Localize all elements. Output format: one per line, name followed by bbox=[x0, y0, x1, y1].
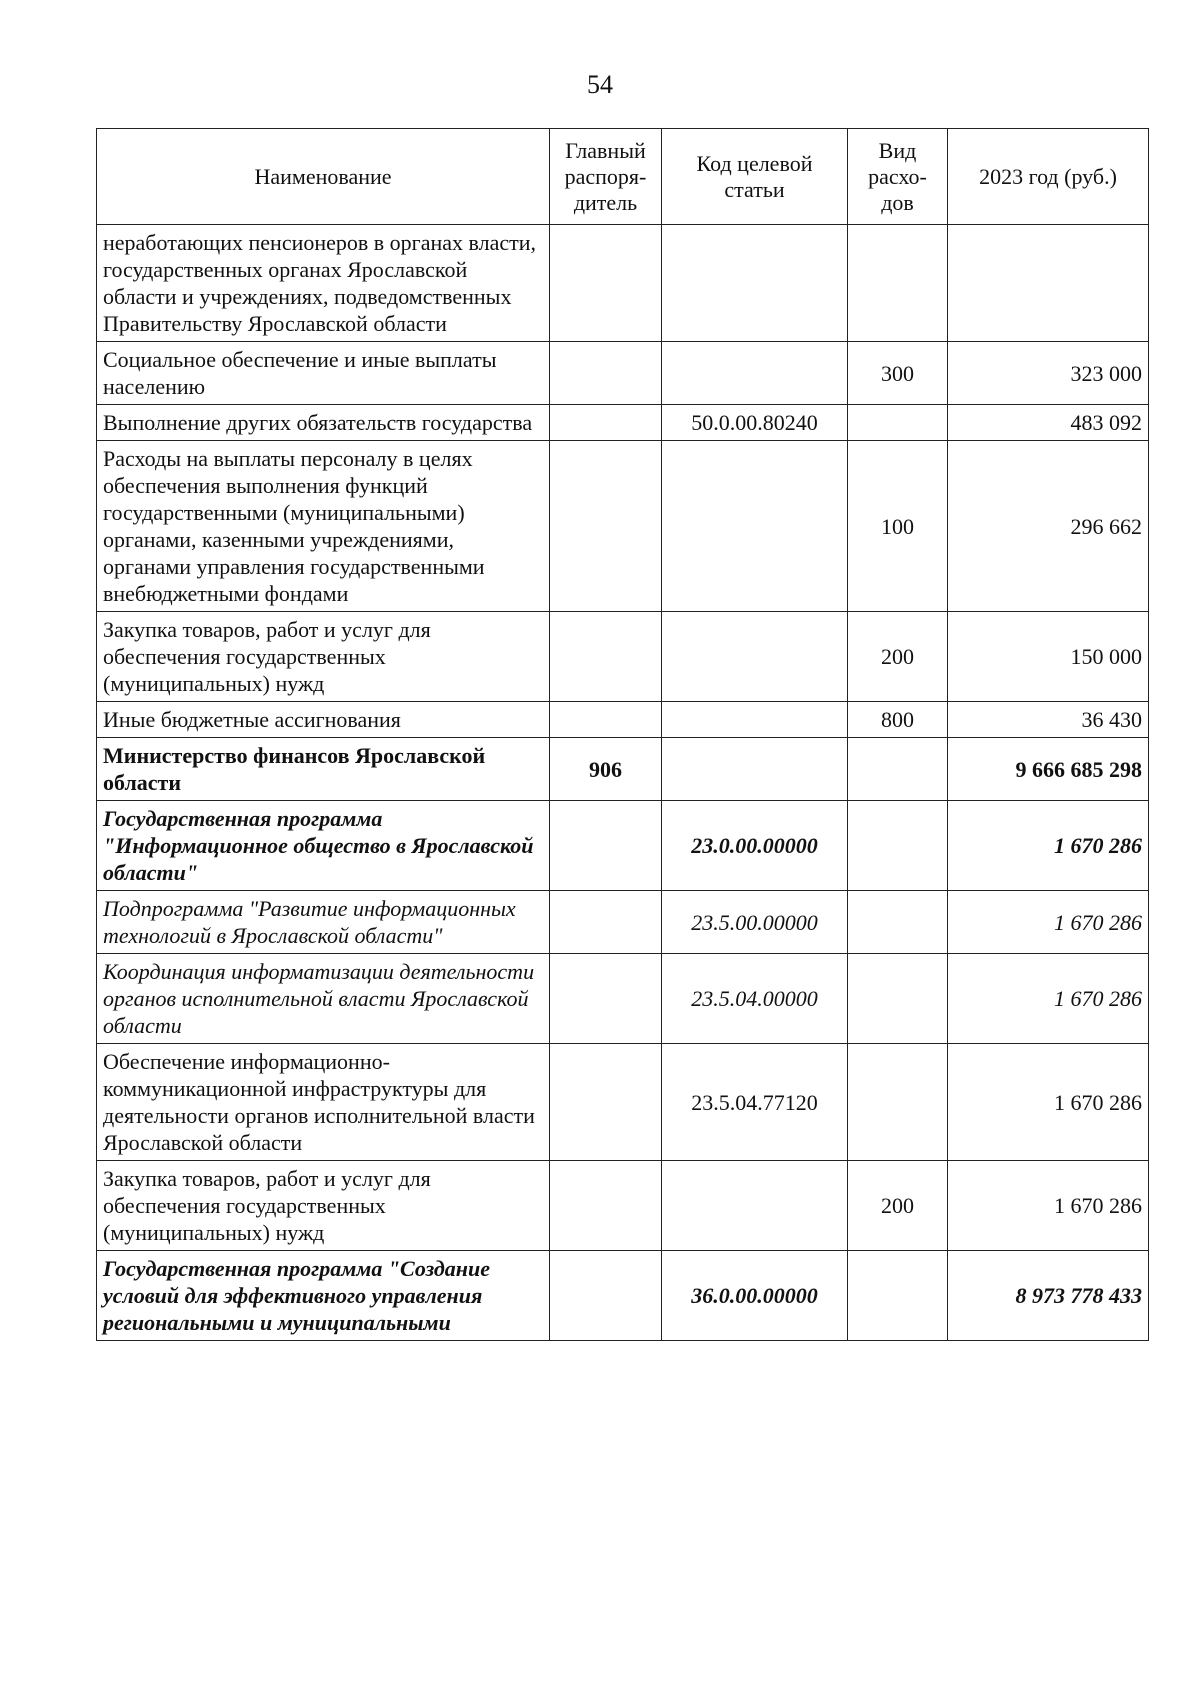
table-row bbox=[97, 702, 1149, 738]
cell-code: 23.0.00.00000 bbox=[662, 801, 848, 891]
budget-table bbox=[96, 128, 1149, 1341]
cell-amount: 1 670 286 bbox=[948, 954, 1149, 1044]
table-row bbox=[97, 225, 1149, 342]
cell-kind bbox=[848, 738, 948, 801]
cell-code bbox=[662, 702, 848, 738]
cell-administrator bbox=[550, 891, 662, 954]
cell-code: 50.0.00.80240 bbox=[662, 405, 848, 441]
cell-amount: 150 000 bbox=[948, 612, 1149, 702]
cell-kind: 200 bbox=[848, 612, 948, 702]
cell-administrator bbox=[550, 405, 662, 441]
cell-kind bbox=[848, 225, 948, 342]
table-row bbox=[97, 801, 1149, 891]
cell-code bbox=[662, 441, 848, 612]
cell-administrator bbox=[550, 342, 662, 405]
cell-code bbox=[662, 342, 848, 405]
cell-name: Закупка товаров, работ и услуг для обеспечения государственных (муниципальных) нужд bbox=[97, 612, 550, 702]
header-code: Код целевой статьи bbox=[662, 129, 848, 225]
cell-kind bbox=[848, 405, 948, 441]
cell-amount: 8 973 778 433 bbox=[948, 1251, 1149, 1341]
cell-code: 23.5.04.00000 bbox=[662, 954, 848, 1044]
cell-amount: 9 666 685 298 bbox=[948, 738, 1149, 801]
cell-kind bbox=[848, 1251, 948, 1341]
table-row bbox=[97, 1251, 1149, 1341]
cell-name: Подпрограмма "Развитие информационных технологий в Ярославской области" bbox=[97, 891, 550, 954]
cell-code: 23.5.00.00000 bbox=[662, 891, 848, 954]
cell-amount bbox=[948, 225, 1149, 342]
cell-kind bbox=[848, 801, 948, 891]
cell-name: Расходы на выплаты персоналу в целях обеспечения выполнения функций государственными (муниципальными) органами, казенными учреждениями, органами управления государственными внебюджетными фондами bbox=[97, 441, 550, 612]
cell-administrator: 906 bbox=[550, 738, 662, 801]
table-row bbox=[97, 342, 1149, 405]
cell-administrator bbox=[550, 1161, 662, 1251]
cell-name: Государственная программа "Создание условий для эффективного управления региональными и муниципальными bbox=[97, 1251, 550, 1341]
cell-name: Иные бюджетные ассигнования bbox=[97, 702, 550, 738]
table-row bbox=[97, 891, 1149, 954]
header-name: Наименование bbox=[97, 129, 550, 225]
cell-administrator bbox=[550, 612, 662, 702]
cell-kind: 800 bbox=[848, 702, 948, 738]
cell-amount: 296 662 bbox=[948, 441, 1149, 612]
cell-administrator bbox=[550, 1044, 662, 1161]
cell-code: 23.5.04.77120 bbox=[662, 1044, 848, 1161]
cell-amount: 1 670 286 bbox=[948, 891, 1149, 954]
table-row bbox=[97, 1161, 1149, 1251]
header-year: 2023 год (руб.) bbox=[948, 129, 1149, 225]
cell-kind bbox=[848, 1044, 948, 1161]
cell-amount: 323 000 bbox=[948, 342, 1149, 405]
cell-name: Государственная программа "Информационное общество в Ярославской области" bbox=[97, 801, 550, 891]
table-header-row bbox=[97, 129, 1149, 225]
cell-name: Закупка товаров, работ и услуг для обеспечения государственных (муниципальных) нужд bbox=[97, 1161, 550, 1251]
table-body bbox=[97, 225, 1149, 1341]
cell-name: Социальное обеспечение и иные выплаты населению bbox=[97, 342, 550, 405]
cell-code bbox=[662, 225, 848, 342]
table-row bbox=[97, 1044, 1149, 1161]
cell-kind: 300 bbox=[848, 342, 948, 405]
table-row bbox=[97, 738, 1149, 801]
header-administrator: Главный распоря-дитель bbox=[550, 129, 662, 225]
cell-code bbox=[662, 1161, 848, 1251]
cell-administrator bbox=[550, 702, 662, 738]
header-kind: Вид расхо-дов bbox=[848, 129, 948, 225]
cell-amount: 1 670 286 bbox=[948, 801, 1149, 891]
cell-code bbox=[662, 612, 848, 702]
cell-name: Координация информатизации деятельности органов исполнительной власти Ярославской области bbox=[97, 954, 550, 1044]
cell-administrator bbox=[550, 954, 662, 1044]
cell-name: Министерство финансов Ярославской области bbox=[97, 738, 550, 801]
cell-kind bbox=[848, 891, 948, 954]
cell-administrator bbox=[550, 441, 662, 612]
cell-name: Выполнение других обязательств государства bbox=[97, 405, 550, 441]
cell-name: неработающих пенсионеров в органах власти, государственных органах Ярославской области и учреждениях, подведомственных Правительству Ярославской области bbox=[97, 225, 550, 342]
cell-kind bbox=[848, 954, 948, 1044]
page-number: 54 bbox=[587, 70, 613, 99]
cell-amount: 36 430 bbox=[948, 702, 1149, 738]
table-row bbox=[97, 441, 1149, 612]
cell-amount: 1 670 286 bbox=[948, 1044, 1149, 1161]
table-row bbox=[97, 612, 1149, 702]
cell-code bbox=[662, 738, 848, 801]
cell-administrator bbox=[550, 225, 662, 342]
cell-amount: 483 092 bbox=[948, 405, 1149, 441]
table-row bbox=[97, 954, 1149, 1044]
cell-administrator bbox=[550, 1251, 662, 1341]
cell-kind: 100 bbox=[848, 441, 948, 612]
cell-kind: 200 bbox=[848, 1161, 948, 1251]
cell-name: Обеспечение информационно-коммуникационной инфраструктуры для деятельности органов исполнительной власти Ярославской области bbox=[97, 1044, 550, 1161]
cell-amount: 1 670 286 bbox=[948, 1161, 1149, 1251]
cell-administrator bbox=[550, 801, 662, 891]
cell-code: 36.0.00.00000 bbox=[662, 1251, 848, 1341]
table-row bbox=[97, 405, 1149, 441]
